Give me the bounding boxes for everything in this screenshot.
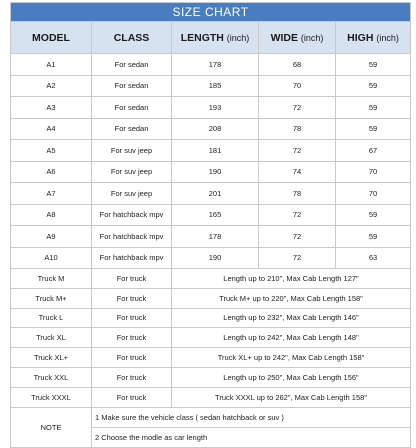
cell-model: A1 [11,54,92,76]
header-high-unit: (inch) [376,32,399,43]
cell-length: 190 [172,161,259,183]
cell-wide: 78 [259,118,336,140]
cell-high: 63 [336,247,411,269]
header-high [336,22,411,54]
cell-model: Truck XXL [11,367,92,387]
cell-class: For sedan [92,54,172,76]
cell-wide: 72 [259,226,336,248]
cell-class: For truck [92,367,172,387]
table-row [11,97,411,119]
truck-row [11,269,411,289]
cell-model: A3 [11,97,92,119]
cell-truck-detail: Length up to 250", Max Cab Length 156" [172,367,411,387]
truck-row [11,387,411,407]
table-row [11,75,411,97]
cell-high: 59 [336,204,411,226]
cell-class: For truck [92,288,172,308]
cell-truck-detail: Truck XL+ up to 242", Max Cab Length 158" [172,348,411,368]
cell-length: 185 [172,75,259,97]
cell-class: For hatchback mpv [92,247,172,269]
truck-row [11,308,411,328]
cell-model: A7 [11,183,92,205]
car-rows [11,54,411,269]
cell-class: For truck [92,308,172,328]
cell-class: For truck [92,269,172,289]
cell-wide: 74 [259,161,336,183]
size-chart-table [10,2,411,448]
table-row [11,204,411,226]
cell-class: For sedan [92,118,172,140]
table-row [11,183,411,205]
cell-wide: 78 [259,183,336,205]
cell-class: For suv jeep [92,161,172,183]
size-chart [10,2,410,448]
cell-model: Truck M+ [11,288,92,308]
truck-row [11,348,411,368]
cell-length: 190 [172,247,259,269]
note-label: NOTE [11,407,92,447]
table-row [11,161,411,183]
cell-wide: 70 [259,75,336,97]
note-line-2: 2 Choose the modle as car length [92,427,411,447]
cell-model: Truck M [11,269,92,289]
cell-truck-detail: Truck M+ up to 220", Max Cab Length 158" [172,288,411,308]
header-class: CLASS [92,22,172,54]
cell-length: 181 [172,140,259,162]
header-length-label: LENGTH [180,31,224,44]
cell-model: Truck XL [11,328,92,348]
cell-model: Truck L [11,308,92,328]
cell-high: 59 [336,118,411,140]
cell-high: 70 [336,161,411,183]
cell-truck-detail: Length up to 232", Max Cab Length 146" [172,308,411,328]
cell-class: For sedan [92,75,172,97]
note-row-1 [11,407,411,427]
cell-truck-detail: Length up to 210", Max Cab Length 127" [172,269,411,289]
table-row [11,118,411,140]
header-row [11,22,411,54]
cell-class: For suv jeep [92,140,172,162]
table-row [11,226,411,248]
truck-row [11,367,411,387]
cell-high: 59 [336,97,411,119]
cell-high: 59 [336,75,411,97]
cell-class: For hatchback mpv [92,226,172,248]
cell-truck-detail: Length up to 242", Max Cab Length 148" [172,328,411,348]
note-line-1: 1 Make sure the vehicle class ( sedan hatchback or suv ) [92,407,411,427]
truck-rows [11,269,411,408]
cell-truck-detail: Truck XXXL up to 262", Max Cab Length 158" [172,387,411,407]
header-wide [259,22,336,54]
cell-class: For hatchback mpv [92,204,172,226]
cell-model: A10 [11,247,92,269]
cell-class: For suv jeep [92,183,172,205]
cell-wide: 72 [259,204,336,226]
cell-wide: 68 [259,54,336,76]
header-wide-label: WIDE [270,31,298,44]
table-row [11,54,411,76]
cell-model: A5 [11,140,92,162]
truck-row [11,288,411,308]
cell-class: For sedan [92,97,172,119]
cell-model: A8 [11,204,92,226]
cell-high: 59 [336,226,411,248]
cell-length: 178 [172,54,259,76]
cell-model: A6 [11,161,92,183]
cell-class: For truck [92,348,172,368]
table-row [11,247,411,269]
cell-length: 165 [172,204,259,226]
cell-class: For truck [92,328,172,348]
cell-wide: 72 [259,140,336,162]
chart-title: SIZE CHART [11,3,411,22]
cell-model: Truck XL+ [11,348,92,368]
cell-high: 59 [336,54,411,76]
header-wide-unit: (inch) [300,32,324,43]
cell-wide: 72 [259,247,336,269]
table-row [11,140,411,162]
cell-wide: 72 [259,97,336,119]
cell-model: Truck XXXL [11,387,92,407]
header-model: MODEL [11,22,92,54]
cell-model: A4 [11,118,92,140]
header-high-label: HIGH [347,31,374,44]
cell-high: 67 [336,140,411,162]
cell-length: 208 [172,118,259,140]
cell-length: 193 [172,97,259,119]
header-length [172,22,259,54]
truck-row [11,328,411,348]
header-length-unit: (inch) [226,32,250,43]
cell-model: A2 [11,75,92,97]
cell-class: For truck [92,387,172,407]
cell-high: 70 [336,183,411,205]
cell-model: A9 [11,226,92,248]
cell-length: 178 [172,226,259,248]
cell-length: 201 [172,183,259,205]
